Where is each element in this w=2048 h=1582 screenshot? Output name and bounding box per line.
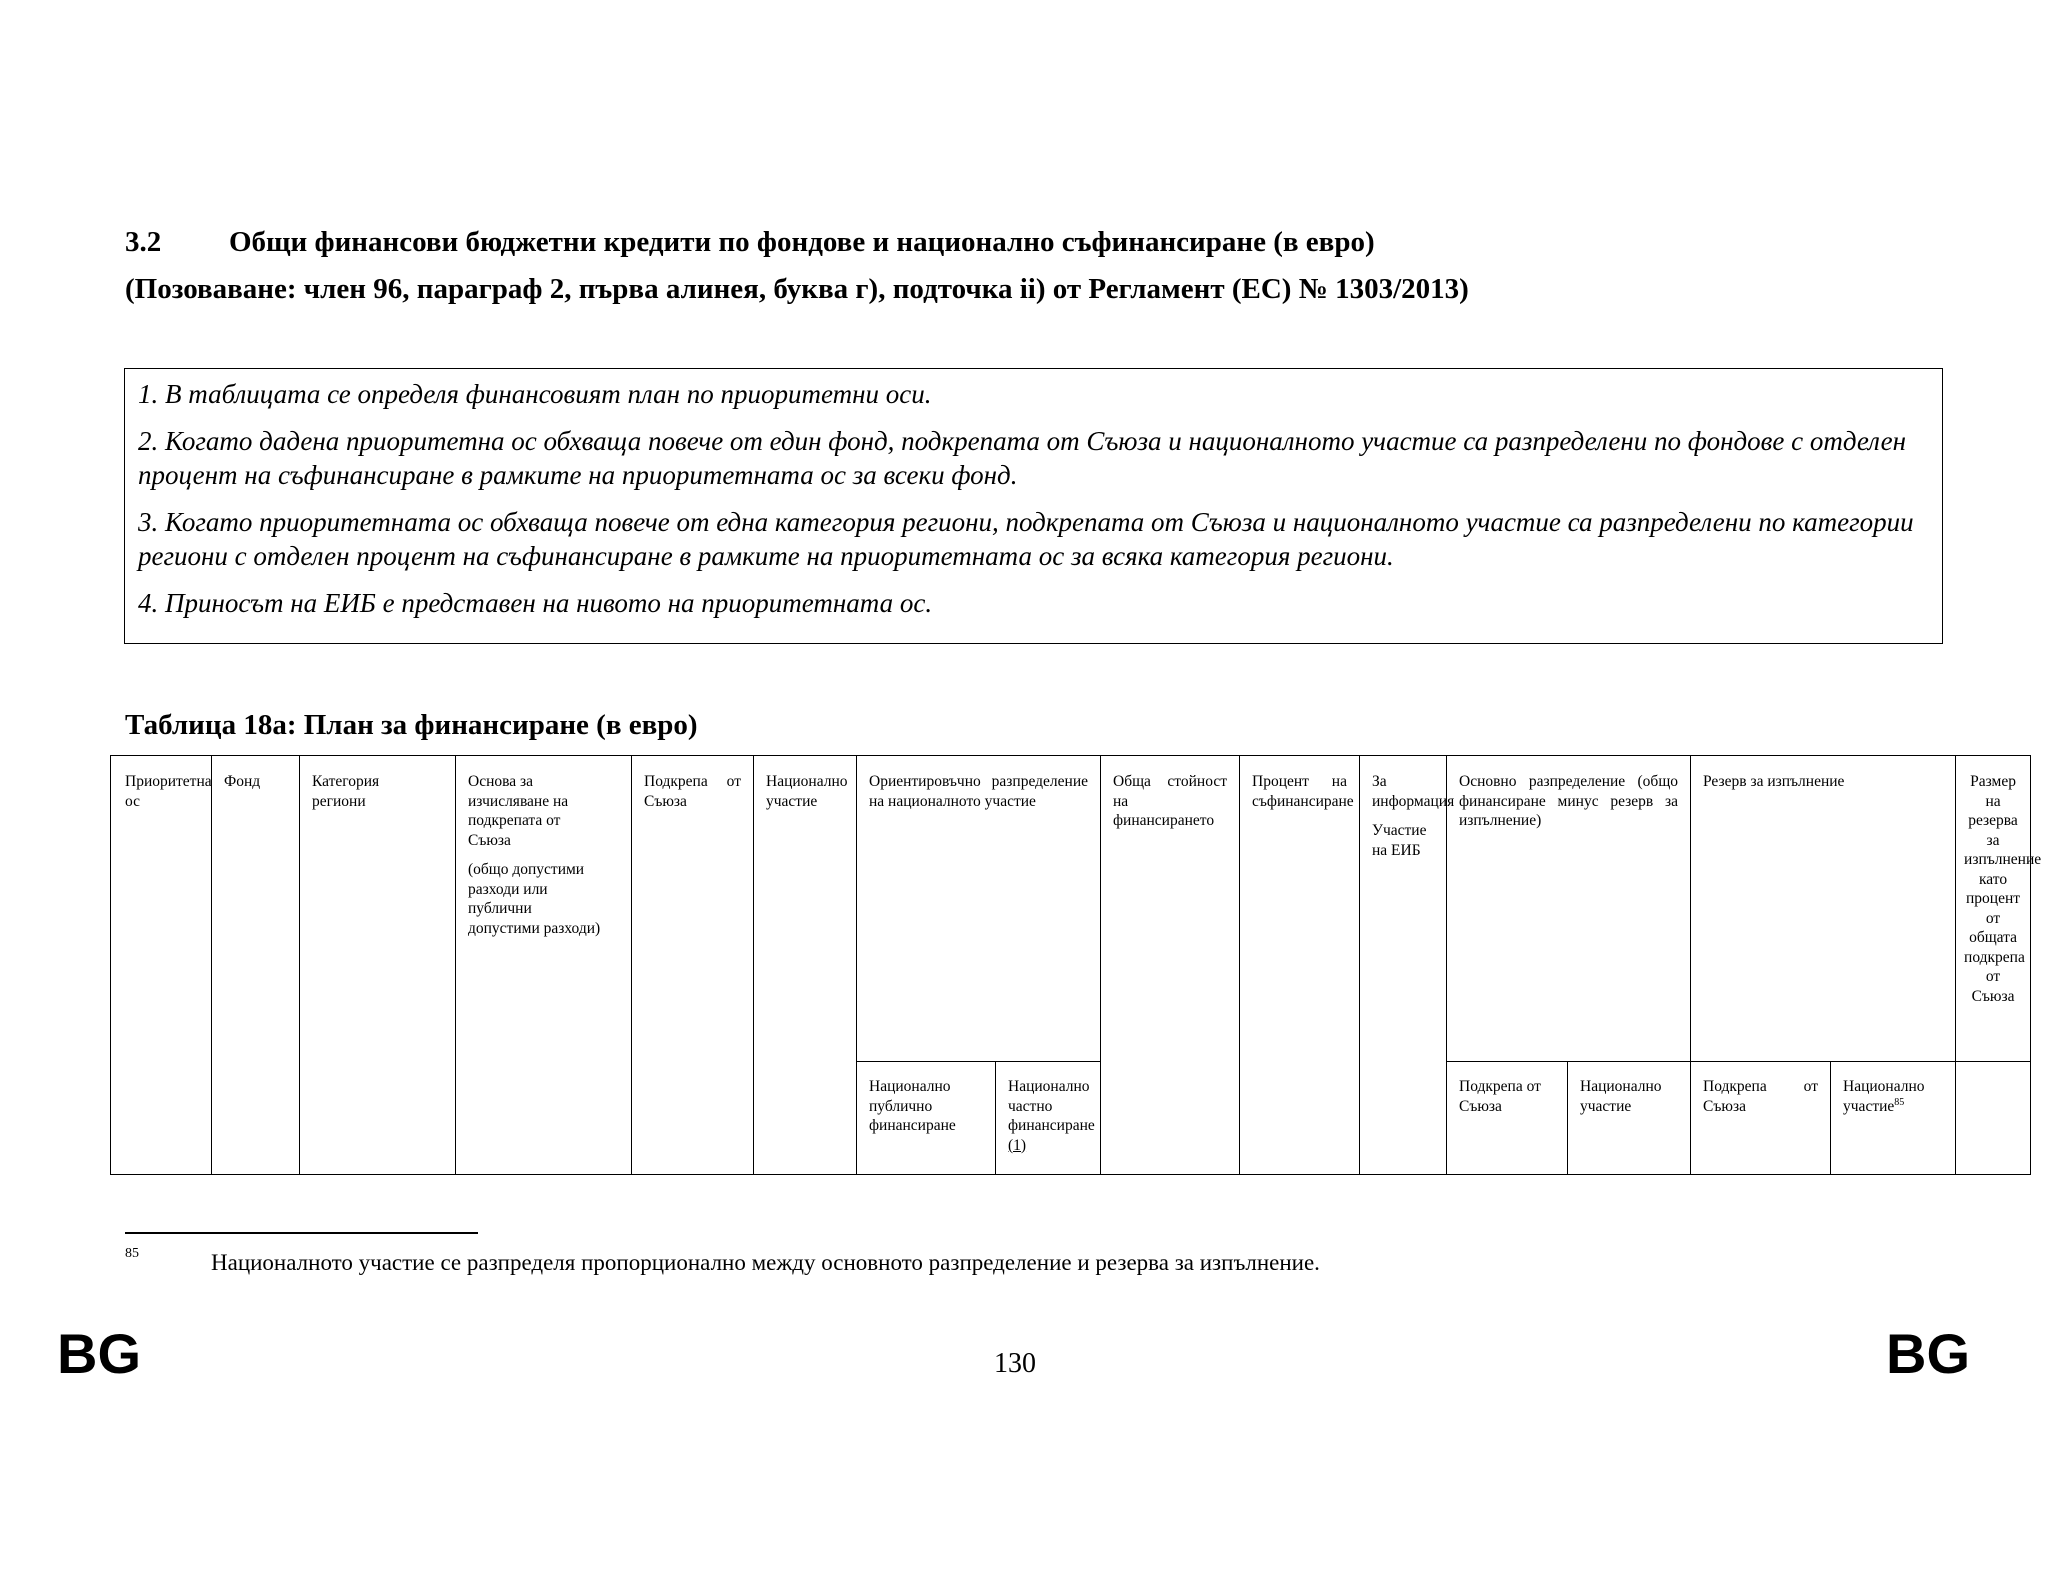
table-header-row	[111, 756, 2031, 1062]
instruction-item: 4. Приносът на ЕИБ е представен на нивото на приоритетната ос.	[138, 588, 933, 618]
header-eib-contribution: Участие на ЕИБ	[1372, 822, 1427, 859]
header-for-information-text: За информация	[1372, 773, 1455, 810]
header-basis-note: (общо допустими разходи или публични допустими разходи)	[468, 861, 601, 937]
section-reference: (Позоваване: член 96, параграф 2, първа алинея, буква г), подточка ii) от Регламент (ЕС) № 1303/2013)	[125, 273, 1469, 305]
section-number: 3.2	[125, 226, 162, 258]
header-region-category	[300, 756, 456, 1175]
header-region-category-text: Категория региони	[312, 773, 380, 810]
subheader-main-union-support: Подкрепа от Съюза	[1447, 1062, 1568, 1175]
header-basis-text: Основа за изчисляване на подкрепата от Съюза	[468, 773, 569, 849]
language-mark-right: BG	[1886, 1322, 1970, 1385]
language-mark-left: BG	[57, 1322, 141, 1385]
header-total-funding: Обща стойност на финансирането	[1101, 756, 1240, 1175]
footnote-text: Националното участие се разпределя пропорционално между основното разпределение и резерва за изпълнение.	[211, 1250, 1320, 1275]
subheader-reserve-national-text: Национално участие	[1843, 1078, 1925, 1115]
header-reserve-share: Размер на резерва за изпълнение като процент от общата подкрепа от Съюза	[1956, 756, 2031, 1062]
instructions-box	[124, 368, 1943, 644]
footnote-ref-85[interactable]: 85	[1894, 1096, 1905, 1108]
header-union-support: Подкрепа от Съюза	[632, 756, 754, 1175]
footnote-separator	[125, 1232, 478, 1234]
header-cofinancing-rate: Процент на съфинансиране	[1240, 756, 1360, 1175]
subheader-reserve-union-support: Подкрепа от Съюза	[1691, 1062, 1831, 1175]
section-title: Общи финансови бюджетни кредити по фондове и национално съфинансиране (в евро)	[229, 226, 1375, 258]
subheader-empty	[1956, 1062, 2031, 1175]
header-for-information	[1360, 756, 1455, 1175]
subheader-main-national: Национално участие	[1568, 1062, 1691, 1175]
footnote-number: 85	[125, 1246, 139, 1261]
subheader-national-public: Национално публично финансиране	[857, 1062, 996, 1175]
instruction-item: 2. Когато дадена приоритетна ос обхваща повече от един фонд, подкрепата от Съюза и националното участие са разпределени по фондове с отделен процент на съфинансиране в рамките на приоритетната ос за всеки фонд.	[138, 426, 1906, 490]
page-number: 130	[994, 1348, 1036, 1379]
subheader-national-private-ref[interactable]: (1)	[1008, 1136, 1027, 1154]
header-fund: Фонд	[212, 756, 300, 1175]
table-title: Таблица 18а: План за финансиране (в евро)	[125, 709, 698, 741]
financing-plan-table	[110, 755, 2042, 1175]
header-performance-reserve: Резерв за изпълнение	[1691, 756, 1956, 1062]
instruction-item: 3. Когато приоритетната ос обхваща повече от една категория региони, подкрепата от Съюза и националното участие са разпределени по категории региони с отделен процент на съфинансиране в рамките на приоритетната ос за всяка категория региони.	[138, 507, 1914, 571]
header-basis	[456, 756, 632, 1175]
subheader-national-private-text: Национално частно финансиране	[1008, 1078, 1095, 1134]
instruction-item: 1. В таблицата се определя финансовият план по приоритетни оси.	[138, 379, 932, 409]
subheader-reserve-national	[1831, 1062, 1956, 1175]
header-national-contribution: Национално участие	[754, 756, 857, 1175]
subheader-national-private	[996, 1062, 1101, 1175]
header-main-allocation: Основно разпределение (общо финансиране минус резерв за изпълнение)	[1447, 756, 1691, 1062]
header-priority-axis: Приоритетна ос	[111, 756, 212, 1175]
header-indicative-breakdown: Ориентировъчно разпределение на националното участие	[857, 756, 1101, 1062]
